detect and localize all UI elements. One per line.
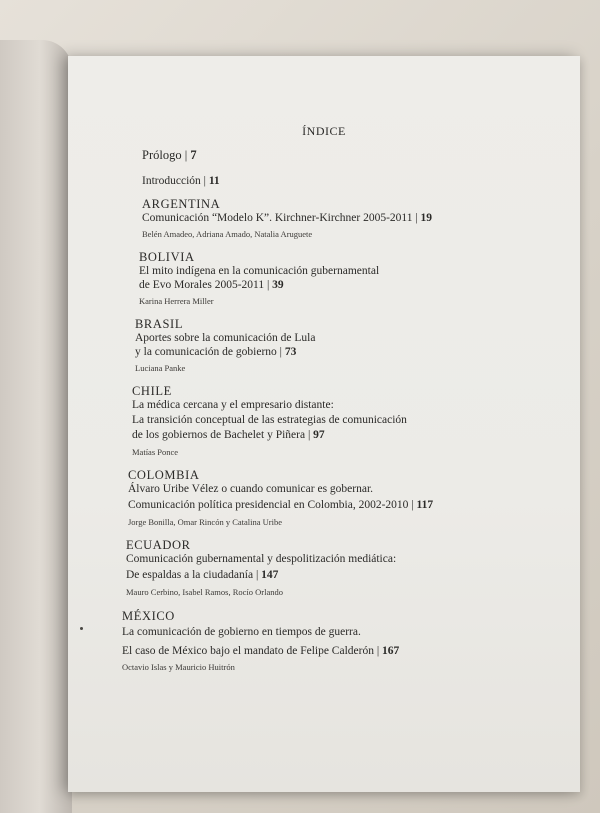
toc-page-number: 147 bbox=[261, 569, 279, 581]
toc-page-number: 11 bbox=[208, 175, 220, 187]
toc-authors: Karina Herrera Miller bbox=[139, 296, 214, 306]
toc-country: BRASIL bbox=[135, 317, 184, 331]
toc-entry-title-line: De espaldas a la ciudadanía | 147 bbox=[126, 569, 279, 581]
toc-page-number: 117 bbox=[416, 499, 434, 511]
page-title: ÍNDICE bbox=[302, 124, 346, 138]
toc-authors: Jorge Bonilla, Omar Rincón y Catalina Uribe bbox=[128, 517, 282, 527]
toc-entry-title-line: El caso de México bajo el mandato de Felipe Calderón | 167 bbox=[122, 645, 400, 657]
toc-page-number: 19 bbox=[420, 212, 433, 224]
toc-entry-title-line: La transición conceptual de las estrategias de comunicación bbox=[132, 414, 407, 426]
toc-country: COLOMBIA bbox=[128, 468, 200, 482]
toc-entry-title-line: y la comunicación de gobierno | 73 bbox=[135, 346, 297, 358]
toc-country: CHILE bbox=[132, 384, 172, 398]
toc-entry-introduccion bbox=[142, 175, 220, 187]
toc-authors: Octavio Islas y Mauricio Huitrón bbox=[122, 662, 235, 672]
toc-entry-title: Introducción | bbox=[142, 175, 209, 187]
toc-page-number: 97 bbox=[313, 429, 325, 441]
toc-authors: Mauro Cerbino, Isabel Ramos, Rocío Orlando bbox=[126, 587, 283, 597]
toc-entry-title-line: La médica cercana y el empresario distante: bbox=[132, 399, 334, 411]
toc-entry-title-line: Comunicación “Modelo K”. Kirchner-Kirchner 2005-2011 | 19 bbox=[142, 212, 433, 224]
toc-page-number: 39 bbox=[272, 279, 284, 291]
toc-page-number: 73 bbox=[284, 346, 297, 358]
book-page bbox=[68, 56, 580, 792]
toc-entry-title-line: Comunicación gubernamental y despolitización mediática: bbox=[126, 553, 397, 565]
ink-speck bbox=[80, 627, 83, 630]
toc-entry-title-line: de los gobiernos de Bachelet y Piñera | 97 bbox=[132, 429, 325, 441]
toc-authors: Belén Amadeo, Adriana Amado, Natalia Aruguete bbox=[142, 229, 313, 239]
toc-entry-title: Prólogo | bbox=[142, 148, 191, 162]
toc-entry-title-line: Álvaro Uribe Vélez o cuando comunicar es gobernar. bbox=[128, 483, 374, 495]
book-left-page bbox=[0, 40, 72, 813]
toc-country: ARGENTINA bbox=[142, 197, 221, 211]
toc-entry-title-line: Aportes sobre la comunicación de Lula bbox=[135, 332, 316, 344]
toc-page-number: 7 bbox=[190, 148, 197, 162]
toc-page-number: 167 bbox=[382, 645, 400, 657]
toc-entry-title-line: Comunicación política presidencial en Colombia, 2002-2010 | 117 bbox=[128, 499, 434, 511]
toc-authors: Matías Ponce bbox=[132, 447, 179, 457]
toc-entry-prologo bbox=[142, 148, 197, 163]
toc-entry-title-line: de Evo Morales 2005-2011 | 39 bbox=[139, 279, 284, 291]
toc-country: BOLIVIA bbox=[139, 250, 195, 264]
toc-authors: Luciana Panke bbox=[135, 363, 186, 373]
toc-entry-title-line: El mito indígena en la comunicación gubernamental bbox=[139, 265, 380, 277]
toc-entry-title-line: La comunicación de gobierno en tiempos de guerra. bbox=[122, 626, 361, 638]
toc-country: MÉXICO bbox=[122, 609, 175, 623]
toc-country: ECUADOR bbox=[126, 538, 191, 552]
